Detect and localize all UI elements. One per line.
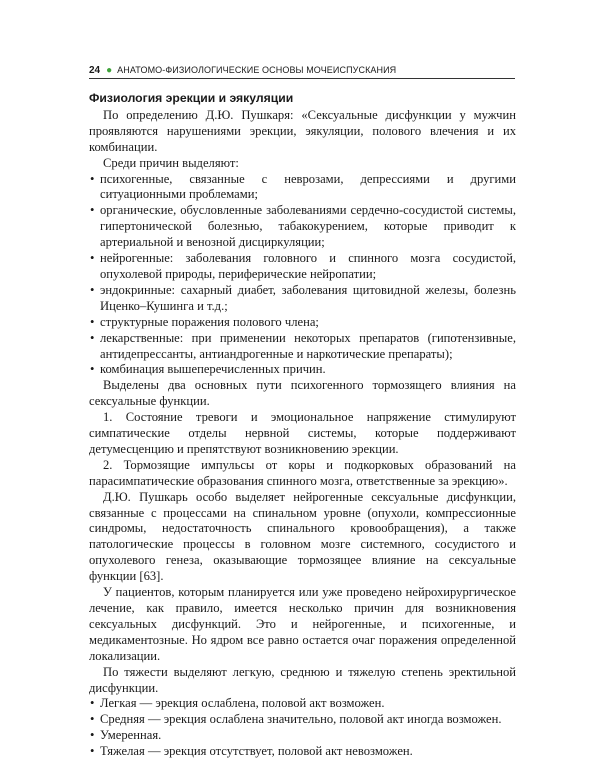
list-item: • психогенные, связанные с неврозами, депрессиями и другими ситуационными проблемами; bbox=[90, 171, 516, 202]
list-item: • структурные поражения полового члена; bbox=[90, 314, 319, 329]
running-title: АНАТОМО-ФИЗИОЛОГИЧЕСКИЕ ОСНОВЫ МОЧЕИСПУСКАНИЯ bbox=[117, 65, 397, 75]
list-item: • Средняя — эрекция ослаблена значительно, половой акт иногда возможен. bbox=[90, 712, 502, 727]
bullet-icon: • bbox=[90, 696, 95, 711]
bullet-icon: • bbox=[90, 203, 95, 218]
bullet-icon: • bbox=[90, 362, 95, 377]
section-heading: Физиология эрекции и эякуляции bbox=[89, 91, 294, 105]
bullet-dot-icon: ● bbox=[106, 65, 113, 76]
list-item: • органические, обусловленные заболеваниями сердечно-сосудистой системы, гипертонической болезнью, табакокурением, которые приводит к артериальной и венозной дисциркуляции; bbox=[90, 203, 516, 250]
patients-paragraph: У пациентов, которым планируется или уже проведено нейрохирургическое лечение, как правило, имеется несколько причин для возникновения сексуальных дисфункций. Это и нейрогенные, и психогенные, и медикаментозные. Но ядром все равно остается очаг поражения определенной локализации. bbox=[89, 585, 516, 663]
severity-lead: По тяжести выделяют легкую, среднюю и тяжелую степень эректильной дисфункции. bbox=[89, 664, 516, 695]
list-item: • нейрогенные: заболевания головного и спинного мозга сосудистой, опухолевой природы, периферические нейропатии; bbox=[90, 251, 516, 281]
list-item: • лекарственные: при применении некоторых препаратов (гипотензивные, антидепрессанты, антиандрогенные и наркотические препараты); bbox=[90, 330, 516, 361]
list-item: • комбинация вышеперечисленных причин. bbox=[90, 362, 326, 377]
bullet-icon: • bbox=[90, 728, 95, 743]
page-content bbox=[89, 91, 516, 760]
bullet-icon: • bbox=[90, 712, 95, 727]
intro-paragraph: По определению Д.Ю. Пушкаря: «Сексуальные дисфункции у мужчин проявляются нарушениями эрекции, эякуляции, полового влечения и их комбинации. bbox=[89, 107, 516, 154]
paths-lead: Выделены два основных пути психогенного тормозящего влияния на сексуальные функции. bbox=[89, 378, 516, 409]
causes-lead: Среди причин выделяют: bbox=[103, 155, 239, 170]
neurogenic-paragraph: Д.Ю. Пушкарь особо выделяет нейрогенные сексуальные дисфункции, связанные с процессами на спинальном уровне (опухоли, компрессионные синдромы, недостаточность спинального кровообращения), а также патологические процессы в головном мозге системного, сосудистого и опухолевого генеза, оказывающие тормозящее влияние на сексуальные функции [63]. bbox=[89, 489, 516, 584]
header-rule bbox=[89, 78, 515, 79]
list-item: • Умеренная. bbox=[90, 728, 162, 743]
page-number: 24 bbox=[89, 65, 101, 76]
severity-list bbox=[89, 696, 516, 760]
causes-list bbox=[89, 172, 516, 379]
bullet-icon: • bbox=[90, 251, 95, 266]
list-item: • эндокринные: сахарный диабет, заболевания щитовидной железы, болезнь Иценко–Кушинга и т.д.; bbox=[90, 282, 516, 313]
bullet-icon: • bbox=[90, 282, 95, 297]
list-item: • Тяжелая — эрекция отсутствует, половой акт невозможен. bbox=[90, 744, 413, 759]
path-1-paragraph: 1. Состояние тревоги и эмоциональное напряжение стимулируют симпатические отделы нервной системы, которые поддерживают детумесценцию и препятствуют возникновению эрекции. bbox=[89, 410, 516, 456]
bullet-icon: • bbox=[90, 744, 95, 759]
path-2-paragraph: 2. Тормозящие импульсы от коры и подкорковых образований на парасимпатические образования спинного мозга, ответственные за эрекцию». bbox=[89, 457, 516, 488]
bullet-icon: • bbox=[90, 330, 95, 345]
list-item: • Легкая — эрекция ослаблена, половой акт возможен. bbox=[90, 696, 385, 711]
bullet-icon: • bbox=[90, 314, 95, 329]
running-header bbox=[89, 63, 515, 77]
bullet-icon: • bbox=[90, 171, 95, 186]
